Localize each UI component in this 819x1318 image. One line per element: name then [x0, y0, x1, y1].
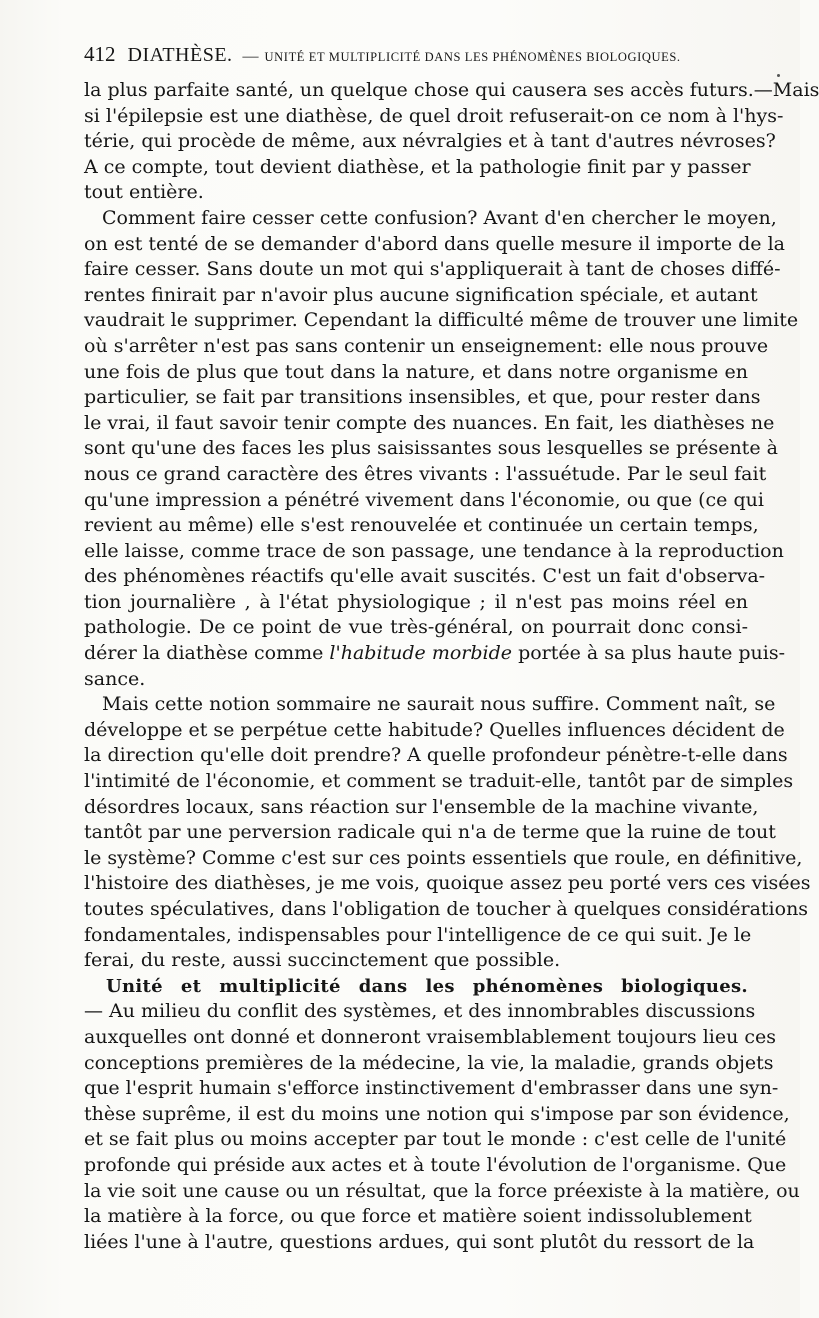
text-line: tout entière.: [84, 181, 204, 204]
text-line: toutes spéculatives, dans l'obligation de toucher à quelques considérations: [84, 898, 809, 920]
text-line: particulier, se fait par transitions insensibles, et que, pour rester dans: [84, 386, 761, 409]
running-subtitle: UNITÉ ET MULTIPLICITÉ DANS LES PHÉNOMÈNES BIOLOGIQUES.: [264, 50, 681, 64]
text-line: tion journalière , à l'état physiologique ; il n'est pas moins réel en: [84, 590, 748, 613]
text-line: conceptions premières de la médecine, la vie, la maladie, grands objets: [84, 1051, 774, 1074]
running-head: [84, 42, 764, 72]
text-line: elle laisse, comme trace de son passage, une tendance à la reproduction: [84, 539, 784, 562]
text-line: profonde qui préside aux actes et à toute l'évolution de l'organisme. Que: [84, 1153, 787, 1176]
text-line: liées l'une à l'autre, questions ardues, qui sont plutôt du ressort de la: [84, 1230, 755, 1253]
text-line: sont qu'une des faces les plus saisissantes sous lesquelles se présente à: [84, 437, 778, 460]
running-dash: —: [242, 48, 259, 65]
text-line: la matière à la force, ou que force et matière soient indissolublement: [84, 1205, 752, 1228]
text-line: ferai, du reste, aussi succinctement que possible.: [84, 949, 561, 972]
text-line: qu'une impression a pénétré vivement dans l'économie, ou que (ce qui: [84, 488, 764, 511]
text-line: revient au même) elle s'est renouvelée et continuée un certain temps,: [84, 514, 759, 537]
text-line-with-italic: [84, 641, 786, 667]
text-line: où s'arrêter n'est pas sans contenir un enseignement: elle nous prouve: [84, 334, 769, 357]
text-line: la direction qu'elle doit prendre? A quelle profondeur pénètre-t-elle dans: [84, 744, 788, 767]
margin-dot: [777, 74, 780, 77]
text-line: la vie soit une cause ou un résultat, que la force préexiste à la matière, ou: [84, 1179, 800, 1202]
text-line: auxquelles ont donné et donneront vraisemblablement toujours lieu ces: [84, 1025, 777, 1048]
text-line: le système? Comme c'est sur ces points essentiels que roule, en définitive,: [84, 846, 803, 869]
text-line: fondamentales, indispensables pour l'intelligence de ce qui suit. Je le: [84, 923, 752, 946]
text-line: pathologie. De ce point de vue très-général, on pourrait donc consi-: [84, 616, 748, 639]
line-end: portée à sa plus haute puis-: [518, 642, 786, 665]
text-line: vaudrait le supprimer. Cependant la difficulté même de trouver une limite: [84, 309, 799, 332]
text-line: l'histoire des diathèses, je me vois, quoique assez peu porté vers ces visées: [84, 872, 811, 895]
paragraph-start-line: Comment faire cesser cette confusion? Avant d'en chercher le moyen,: [102, 206, 777, 229]
text-line: désordres locaux, sans réaction sur l'ensemble de la machine vivante,: [84, 795, 759, 818]
text-line: thèse suprême, il est du moins une notion qui s'impose par son évidence,: [84, 1102, 790, 1125]
text-line: rentes finirait par n'avoir plus aucune signification spéciale, et autant: [84, 283, 758, 306]
text-line: si l'épilepsie est une diathèse, de quel droit refuserait-on ce nom à l'hys-: [84, 104, 784, 127]
text-line: et se fait plus ou moins accepter par tout le monde : c'est celle de l'unité: [84, 1128, 787, 1151]
text-line: A ce compte, tout devient diathèse, et la pathologie finit par y passer: [84, 155, 751, 178]
text-line: que l'esprit humain s'efforce instinctivement d'embrasser dans une syn-: [84, 1077, 779, 1100]
text-line: — Au milieu du conflit des systèmes, et des innombrables discussions: [84, 1000, 756, 1023]
text-line: on est tenté de se demander d'abord dans quelle mesure il importe de la: [84, 232, 785, 255]
paragraph-start-line: Mais cette notion sommaire ne saurait nous suffire. Comment naît, se: [102, 693, 776, 716]
page-number: 412: [84, 42, 116, 66]
body-text: [84, 78, 819, 1255]
text-line: nous ce grand caractère des êtres vivants : l'assuétude. Par le seul fait: [84, 462, 767, 485]
text-line: sance.: [84, 667, 146, 690]
text-line: des phénomènes réactifs qu'elle avait suscités. C'est un fait d'observa-: [84, 565, 766, 588]
text-line: développe et se perpétue cette habitude? Quelles influences décident de: [84, 718, 785, 741]
text-line: tantôt par une perversion radicale qui n'a de terme que la ruine de tout: [84, 821, 776, 844]
running-title: DIATHÈSE.: [127, 44, 233, 66]
text-line: le vrai, il faut savoir tenir compte des nuances. En fait, les diathèses ne: [84, 411, 775, 434]
text-line: l'intimité de l'économie, et comment se traduit-elle, tantôt par de simples: [84, 770, 794, 793]
text-line: la plus parfaite santé, un quelque chose qui causera ses accès futurs.—Mais: [84, 79, 819, 101]
italic-term: l'habitude morbide: [329, 642, 513, 665]
text-line: une fois de plus que tout dans la nature, et dans notre organisme en: [84, 360, 748, 383]
line-start: dérer la diathèse comme: [84, 642, 324, 665]
section-heading: Unité et multiplicité dans les phénomènes biologiques.: [106, 975, 748, 997]
text-line: térie, qui procède de même, aux névralgies et à tant d'autres névroses?: [84, 130, 776, 153]
text-line: faire cesser. Sans doute un mot qui s'appliquerait à tant de choses diffé-: [84, 258, 781, 281]
